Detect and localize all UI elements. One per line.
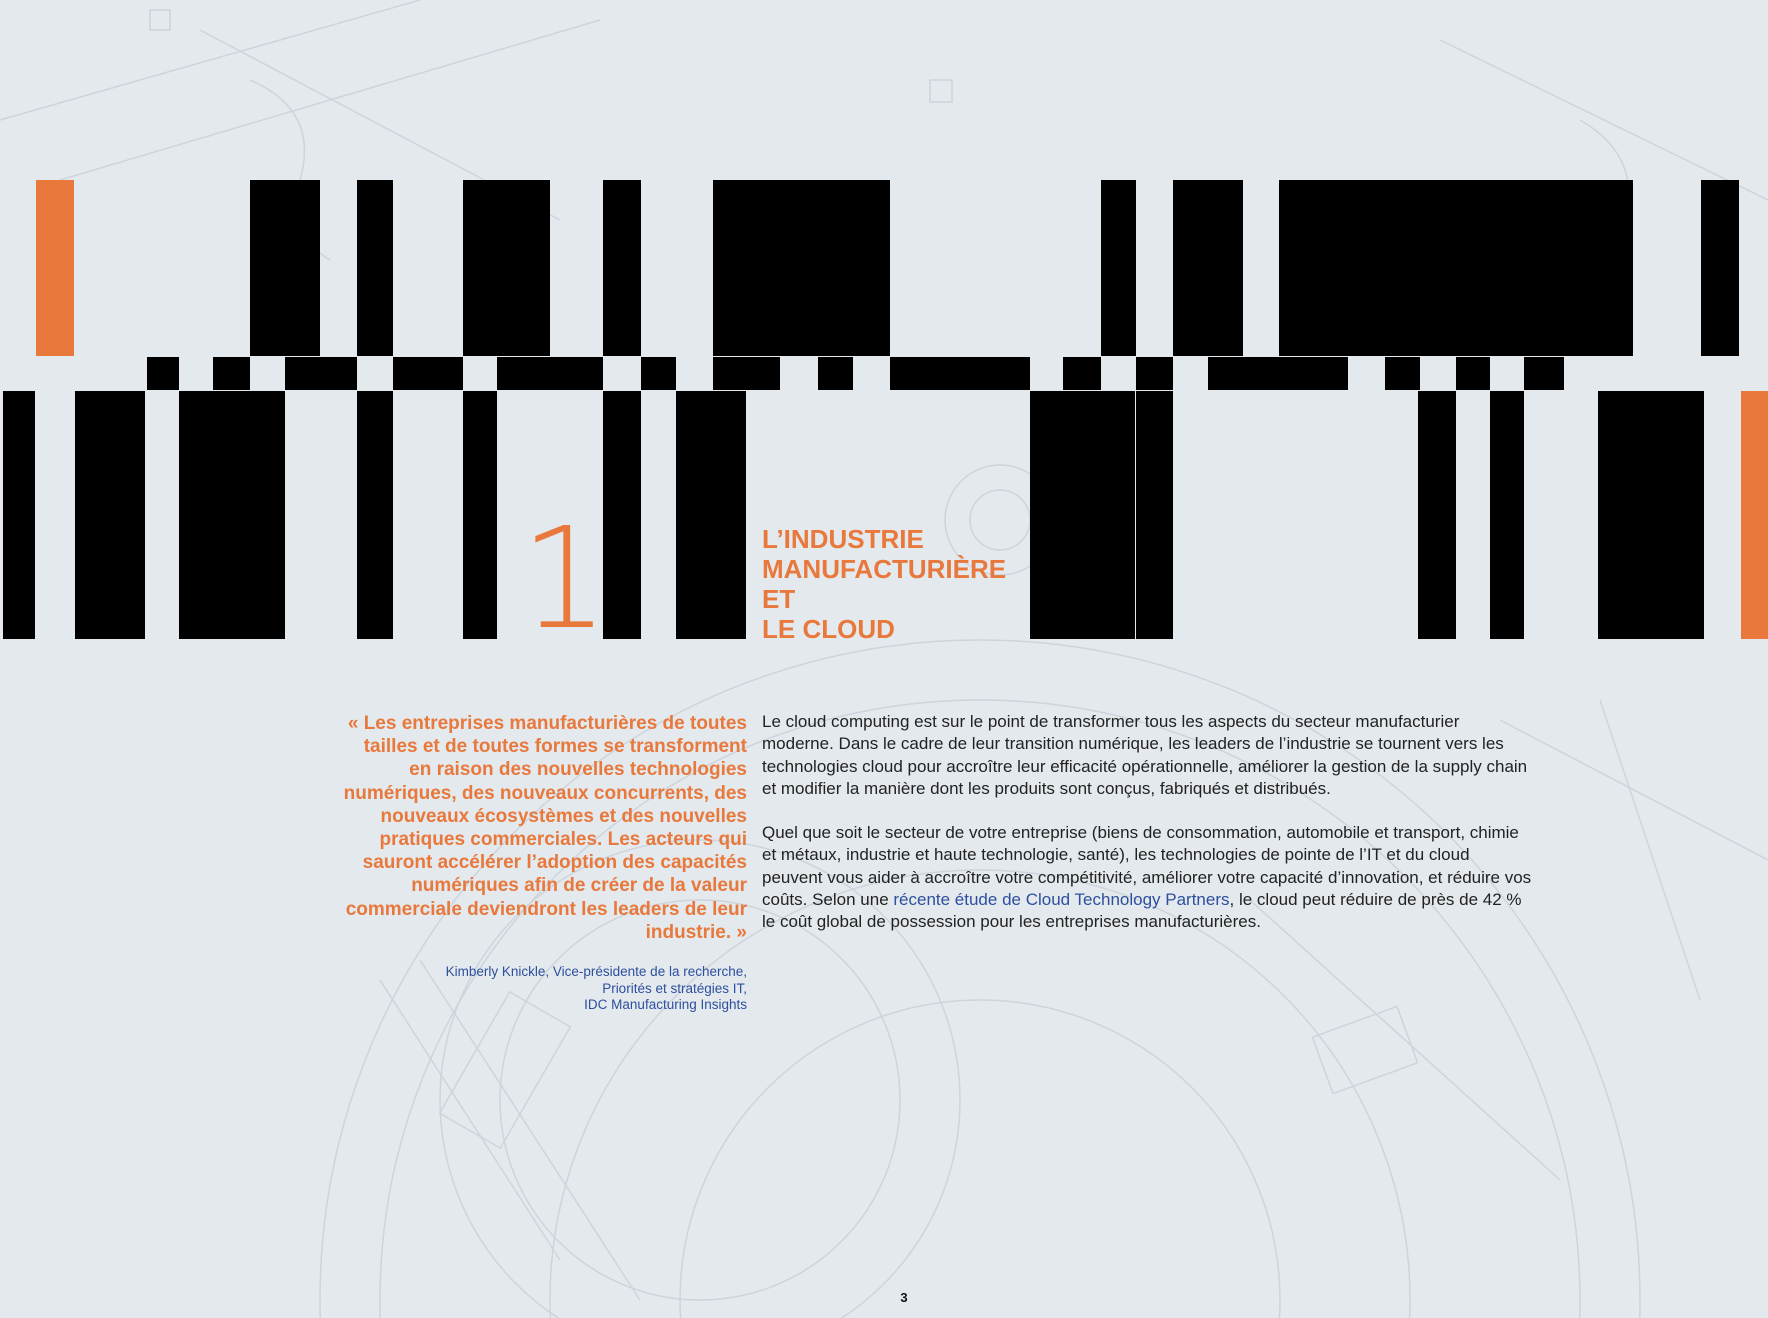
paragraph-text: , le cloud peut réduire de près de 42 % le coût global de possession pour les entreprises manufacturières. [762,890,1522,932]
attribution-line: Kimberly Knickle, Vice-présidente de la recherche, [445,964,747,979]
paragraph-text: Quel que soit le secteur de votre entreprise (biens de consommation, automobile et transport, chimie et métaux, industrie et haute technologie, santé), les technologies de pointe de l’IT et du cloud peuvent vous aider à accroître votre compétitivité, améliorer votre capacité d’innovation, et réduire vos coûts. Selon une [762,823,1532,910]
body-paragraph-2 [762,822,1532,933]
body-paragraph-1: Le cloud computing est sur le point de transformer tous les aspects du secteur manufacturier moderne. Dans le cadre de leur transition numérique, les leaders de l’industrie se tournent vers les technologies cloud pour accroître leur efficacité opérationnelle, améliorer la gestion de la supply chain et modifier la manière dont les produits sont conçus, fabriqués et distribués. [762,712,1528,798]
pull-quote: « Les entreprises manufacturières de toutes tailles et de toutes formes se transforment en raison des nouvelles technologies numériques, des nouveaux concurrents, des nouveaux écosystèmes et des nouvelles pratiques commerciales. Les acteurs qui sauront accélérer l’adoption des capacités numériques afin de créer de la valeur commerciale deviendront les leaders de leur industrie. » [343,713,747,943]
chapter-title [762,524,1062,644]
chapter-number: 1 [520,498,606,661]
attribution-line: Priorités et stratégies IT, [602,980,747,996]
page-number: 3 [900,1290,908,1305]
quote-attribution [380,964,747,1014]
chapter-title-line: LE CLOUD [762,614,895,644]
chapter-title-line: MANUFACTURIÈRE [762,554,1007,584]
attribution-line: IDC Manufacturing Insights [584,997,747,1012]
study-link[interactable]: récente étude de Cloud Technology Partners [893,890,1230,910]
chapter-title-line: ET [762,584,796,614]
body-text [762,711,1532,956]
chapter-title-line: L’INDUSTRIE [762,524,924,554]
